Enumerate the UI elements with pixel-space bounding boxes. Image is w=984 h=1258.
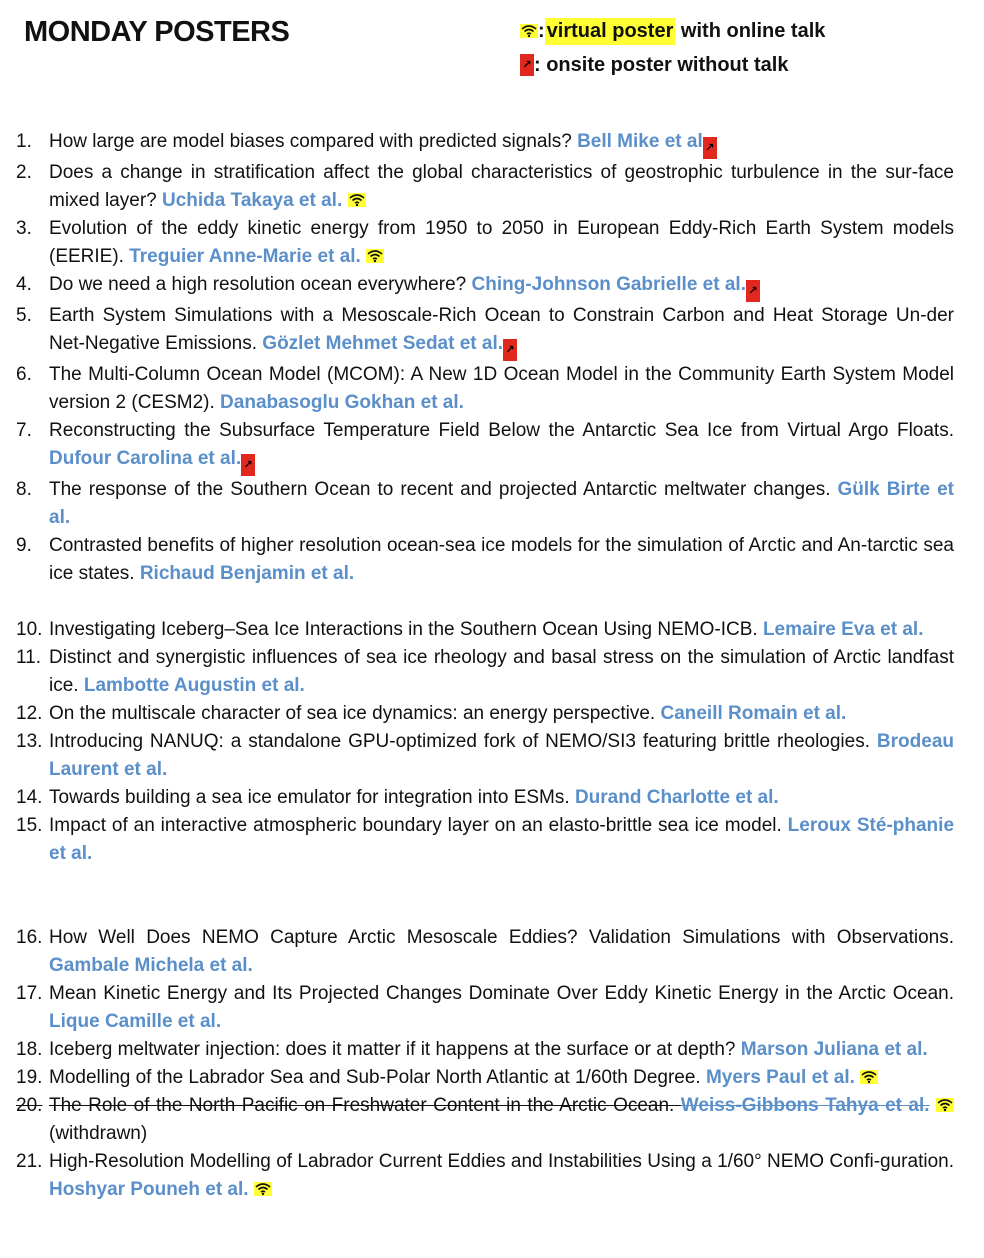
legend-virtual-rest: with online talk — [675, 19, 826, 42]
item-title: Towards building a sea ice emulator for integration into ESMs. — [49, 787, 575, 808]
list-item — [16, 924, 954, 980]
item-title: Distinct and synergistic influences of sea ice rheology and basal stress on the simulation of Arctic landfast ice. — [49, 647, 954, 696]
legend-virtual — [520, 14, 825, 48]
list-item — [16, 361, 954, 417]
item-number: 4. — [16, 274, 32, 295]
list-item — [16, 417, 954, 476]
legend — [520, 14, 825, 82]
item-number: 12. — [16, 703, 43, 724]
legend-onsite-label: : onsite poster without talk — [534, 53, 789, 76]
item-author: Leroux Sté-phanie et al. — [49, 815, 955, 864]
item-number: 3. — [16, 218, 32, 239]
item-author: Gözlet Mehmet Sedat et al. — [262, 333, 504, 354]
item-number: 2. — [16, 162, 32, 183]
item-number: 17. — [16, 983, 43, 1004]
item-title: Earth System Simulations with a Mesoscale-Rich Ocean to Constrain Carbon and Heat Storage Un-der Net-Negative Emissions. — [49, 305, 954, 354]
item-title: Mean Kinetic Energy and Its Projected Changes Dominate Over Eddy Kinetic Energy in the Arctic Ocean. — [49, 983, 954, 1004]
wifi-icon — [520, 24, 538, 38]
item-title: Do we need a high resolution ocean everywhere? — [49, 274, 472, 295]
list-item — [16, 1092, 954, 1148]
list-item — [16, 728, 954, 784]
list-item — [16, 980, 954, 1036]
item-number: 16. — [16, 927, 43, 948]
list-item — [16, 812, 954, 868]
wifi-icon — [254, 1182, 272, 1196]
list-item — [16, 215, 954, 271]
item-title: Does a change in stratification affect the global characteristics of geostrophic turbulence in the sur-face mixed layer? — [49, 162, 954, 211]
legend-onsite — [520, 48, 825, 82]
item-number: 8. — [16, 479, 32, 500]
item-number: 15. — [16, 815, 43, 836]
item-number: 19. — [16, 1067, 43, 1088]
item-number: 1. — [16, 131, 32, 152]
item-author: Lemaire Eva et al. — [762, 619, 924, 640]
item-author: Gambale Michela et al. — [49, 955, 253, 976]
item-title: Evolution of the eddy kinetic energy from 1950 to 2050 in European Eddy-Rich Earth System models (EERIE). — [49, 218, 954, 267]
item-number: 7. — [16, 420, 32, 441]
item-number: 13. — [16, 731, 43, 752]
item-author: Lique Camille et al. — [49, 1011, 222, 1032]
item-title: Modelling of the Labrador Sea and Sub-Polar North Atlantic at 1/60th Degree. — [49, 1067, 706, 1088]
item-title: Investigating Iceberg–Sea Ice Interactions in the Southern Ocean Using NEMO-ICB. — [49, 619, 763, 640]
page-title: MONDAY POSTERS — [24, 16, 290, 48]
item-number: 18. — [16, 1039, 43, 1060]
list-item — [16, 1148, 954, 1204]
item-author: Dufour Carolina et al. — [49, 448, 242, 469]
item-author: Richaud Benjamin et al. — [139, 563, 355, 584]
item-number: 11. — [16, 647, 42, 668]
item-title: Impact of an interactive atmospheric boundary layer on an elasto-brittle sea ice model. — [49, 815, 788, 836]
item-title: How large are model biases compared with predicted signals? — [49, 131, 578, 152]
item-author: Myers Paul et al. — [705, 1067, 855, 1088]
item-author: Hoshyar Pouneh et al. — [49, 1179, 249, 1200]
list-item — [16, 128, 954, 159]
item-title: High-Resolution Modelling of Labrador Current Eddies and Instabilities Using a 1/60° NEMO Confi-guration. — [49, 1151, 954, 1172]
list-item — [16, 476, 954, 532]
item-author: Ching-Johnson Gabrielle et al. — [471, 274, 746, 295]
item-number: 14. — [16, 787, 43, 808]
onsite-pin-icon: ↗ — [520, 54, 534, 76]
item-title: On the multiscale character of sea ice dynamics: an energy perspective. — [49, 703, 661, 724]
list-item — [16, 271, 954, 302]
item-author: Caneill Romain et al. — [660, 703, 847, 724]
item-author: Gülk Birte et al. — [49, 479, 954, 528]
list-item — [16, 1036, 954, 1064]
item-note: (withdrawn) — [49, 1123, 148, 1144]
item-title: The Role of the North Pacific on Freshwater Content in the Arctic Ocean. — [49, 1095, 681, 1116]
onsite-pin-icon: ↗ — [703, 137, 717, 159]
item-title: Introducing NANUQ: a standalone GPU-optimized fork of NEMO/SI3 featuring brittle rheologies. — [49, 731, 877, 752]
list-item — [16, 644, 954, 700]
list-item — [16, 532, 954, 588]
item-author: Brodeau Laurent et al. — [49, 731, 954, 780]
item-title: The Multi-Column Ocean Model (MCOM): A New 1D Ocean Model in the Community Earth System Model version 2 (CESM2). — [49, 364, 954, 413]
item-number: 5. — [16, 305, 32, 326]
onsite-pin-icon: ↗ — [746, 280, 760, 302]
wifi-icon — [936, 1098, 954, 1112]
item-title: Iceberg meltwater injection: does it matter if it happens at the surface or at depth? — [49, 1039, 741, 1060]
list-item — [16, 159, 954, 215]
item-title: Reconstructing the Subsurface Temperature Field Below the Antarctic Sea Ice from Virtual Argo Floats. — [49, 420, 954, 441]
wifi-icon — [348, 193, 366, 207]
item-title: The response of the Southern Ocean to recent and projected Antarctic meltwater changes. — [49, 479, 838, 500]
poster-list — [16, 128, 954, 1204]
item-number: 10. — [16, 619, 43, 640]
item-author: Bell Mike et al — [577, 131, 703, 152]
onsite-pin-icon: ↗ — [503, 339, 517, 361]
onsite-pin-icon: ↗ — [241, 454, 255, 476]
list-item — [16, 784, 954, 812]
list-item — [16, 302, 954, 361]
item-author: Danabasoglu Gokhan et al. — [220, 392, 464, 413]
wifi-icon — [366, 249, 384, 263]
item-number: 20. — [16, 1095, 43, 1116]
item-author: Marson Juliana et al. — [740, 1039, 928, 1060]
item-author: Uchida Takaya et al. — [162, 190, 343, 211]
list-item — [16, 1064, 954, 1092]
list-item — [16, 616, 954, 644]
item-title: How Well Does NEMO Capture Arctic Mesoscale Eddies? Validation Simulations with Observations. — [49, 927, 954, 948]
item-author: Lambotte Augustin et al. — [83, 675, 305, 696]
item-author: Weiss-Gibbons Tahya et al. — [680, 1095, 930, 1116]
item-number: 6. — [16, 364, 32, 385]
item-author: Treguier Anne-Marie et al. — [129, 246, 361, 267]
wifi-icon — [860, 1070, 878, 1084]
item-title: Contrasted benefits of higher resolution ocean-sea ice models for the simulation of Arctic and An-tarctic sea ice states. — [49, 535, 954, 584]
item-number: 21. — [16, 1151, 43, 1172]
item-author: Durand Charlotte et al. — [574, 787, 779, 808]
legend-virtual-label: virtual poster — [545, 18, 676, 45]
list-item — [16, 700, 954, 728]
legend-colon: : — [538, 19, 545, 42]
item-number: 9. — [16, 535, 32, 556]
